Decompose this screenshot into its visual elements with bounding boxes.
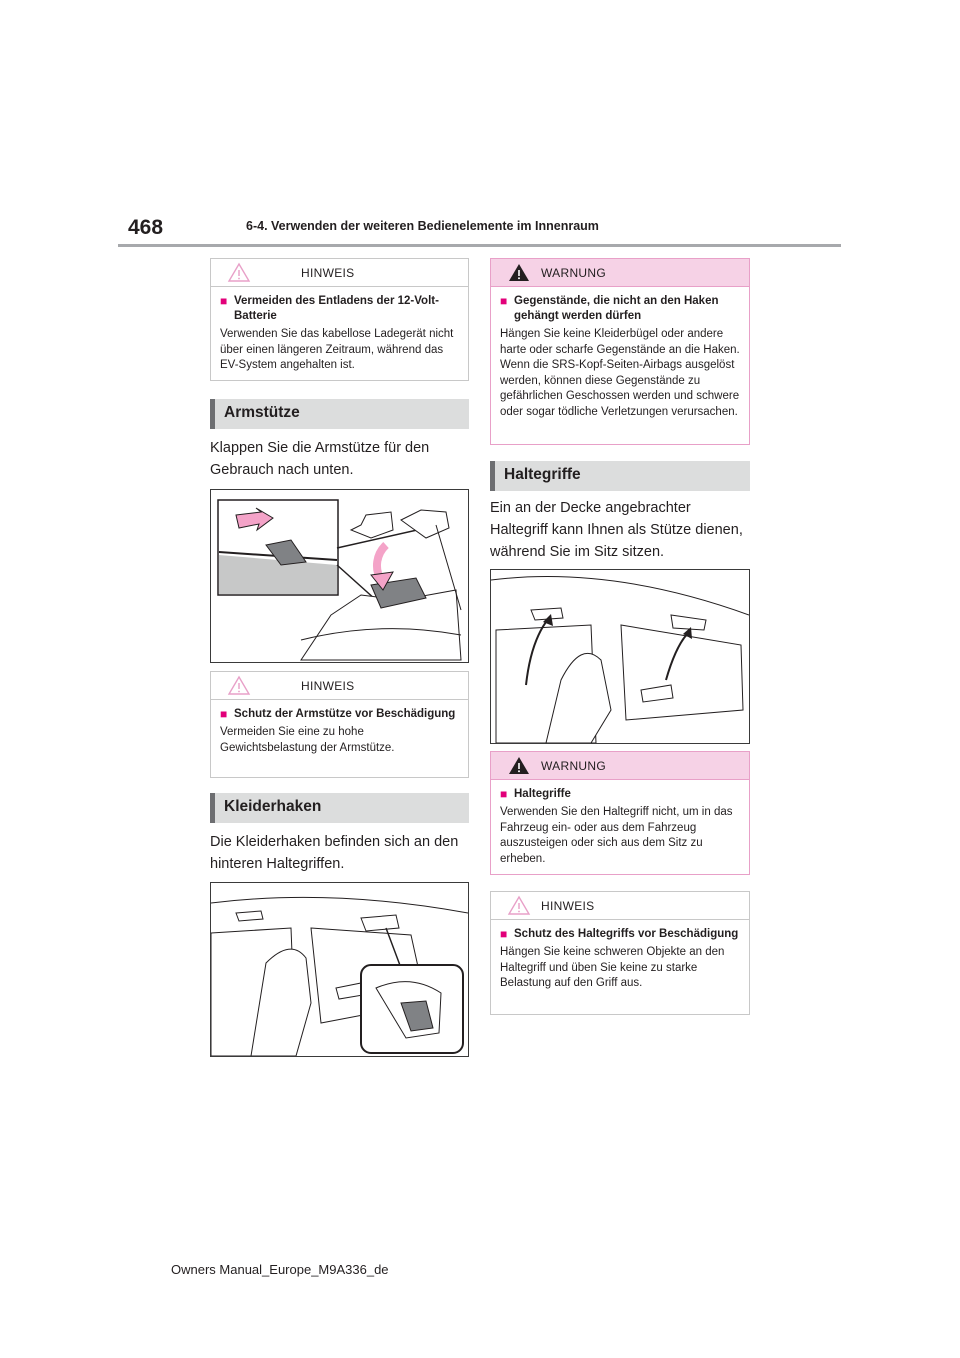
heading-grab-handles: Haltegriffe xyxy=(490,461,750,491)
warning-title: Haltegriffe xyxy=(514,788,571,800)
page-number: 468 xyxy=(128,216,164,239)
caution-triangle-icon xyxy=(227,675,251,696)
grips-text: Ein an der Decke angebrachter Haltegriff kann Ihnen als Stütze dienen, während Sie im Sitz sitzen. xyxy=(490,500,743,560)
notice-title: Schutz der Armstütze vor Beschädigung xyxy=(234,708,456,720)
caution-triangle-icon xyxy=(227,262,251,283)
bullet-square-icon: ■ xyxy=(500,294,508,308)
bullet-square-icon: ■ xyxy=(220,294,228,308)
armrest-text: Klappen Sie die Armstütze für den Gebrauch nach unten. xyxy=(210,440,430,478)
notice-title: Vermeiden des Entladens der 12-Volt-Batterie xyxy=(234,295,439,322)
warning-title: Gegenstände, die nicht an den Haken gehängt werden dürfen xyxy=(514,295,719,322)
notice-box-grips xyxy=(490,891,750,1015)
section-title: 6-4. Verwenden der weiteren Bedienelemente im Innenraum xyxy=(246,219,599,233)
bullet-square-icon: ■ xyxy=(500,787,508,801)
warning-box-hooks xyxy=(490,258,750,445)
notice-title: Schutz des Haltegriffs vor Beschädigung xyxy=(514,928,739,940)
notice-text: Hängen Sie keine schweren Objekte an den Haltegriff und üben Sie keine zu starke Belastung auf den Griff aus. xyxy=(500,946,725,989)
clothes-hook-illustration xyxy=(210,882,469,1057)
warning-box-grips xyxy=(490,751,750,875)
warning-text: Hängen Sie keine Kleiderbügel oder andere harte oder scharfe Gegenstände an die Haken. Wenn die SRS-Kopf-Seiten-Airbags ausgelöst werden, können diese Gegenstände zu gefährlichen Geschossen werden und schwere oder sogar tödliche Verletzungen verursachen. xyxy=(500,328,740,418)
caution-triangle-icon xyxy=(507,895,531,916)
footer-doc-id: Owners Manual_Europe_M9A336_de xyxy=(171,1262,389,1277)
bullet-square-icon: ■ xyxy=(500,927,508,941)
notice-label: HINWEIS xyxy=(301,679,355,693)
notice-label: HINWEIS xyxy=(301,266,355,280)
notice-box-battery xyxy=(210,258,469,381)
notice-text: Vermeiden Sie eine zu hohe Gewichtsbelastung der Armstütze. xyxy=(220,726,395,754)
warning-text: Verwenden Sie den Haltegriff nicht, um in das Fahrzeug ein- oder aus dem Fahrzeug auszusteigen oder sich aus dem Sitz zu erheben. xyxy=(500,806,733,865)
header-divider xyxy=(118,244,841,247)
notice-text: Verwenden Sie das kabellose Ladegerät nicht über einen längeren Zeitraum, während das EV-System angehalten ist. xyxy=(220,328,454,371)
warning-label: WARNUNG xyxy=(541,266,606,280)
heading-clothes-hooks: Kleiderhaken xyxy=(210,793,469,823)
notice-box-armrest xyxy=(210,671,469,778)
hooks-text: Die Kleiderhaken befinden sich an den hinteren Haltegriffen. xyxy=(210,834,459,872)
warning-triangle-icon xyxy=(507,755,531,776)
bullet-square-icon: ■ xyxy=(220,707,228,721)
grab-handle-illustration xyxy=(490,569,750,744)
armrest-illustration xyxy=(210,489,469,663)
notice-label: HINWEIS xyxy=(541,899,595,913)
warning-label: WARNUNG xyxy=(541,759,606,773)
heading-armrest: Armstütze xyxy=(210,399,469,429)
warning-triangle-icon xyxy=(507,262,531,283)
